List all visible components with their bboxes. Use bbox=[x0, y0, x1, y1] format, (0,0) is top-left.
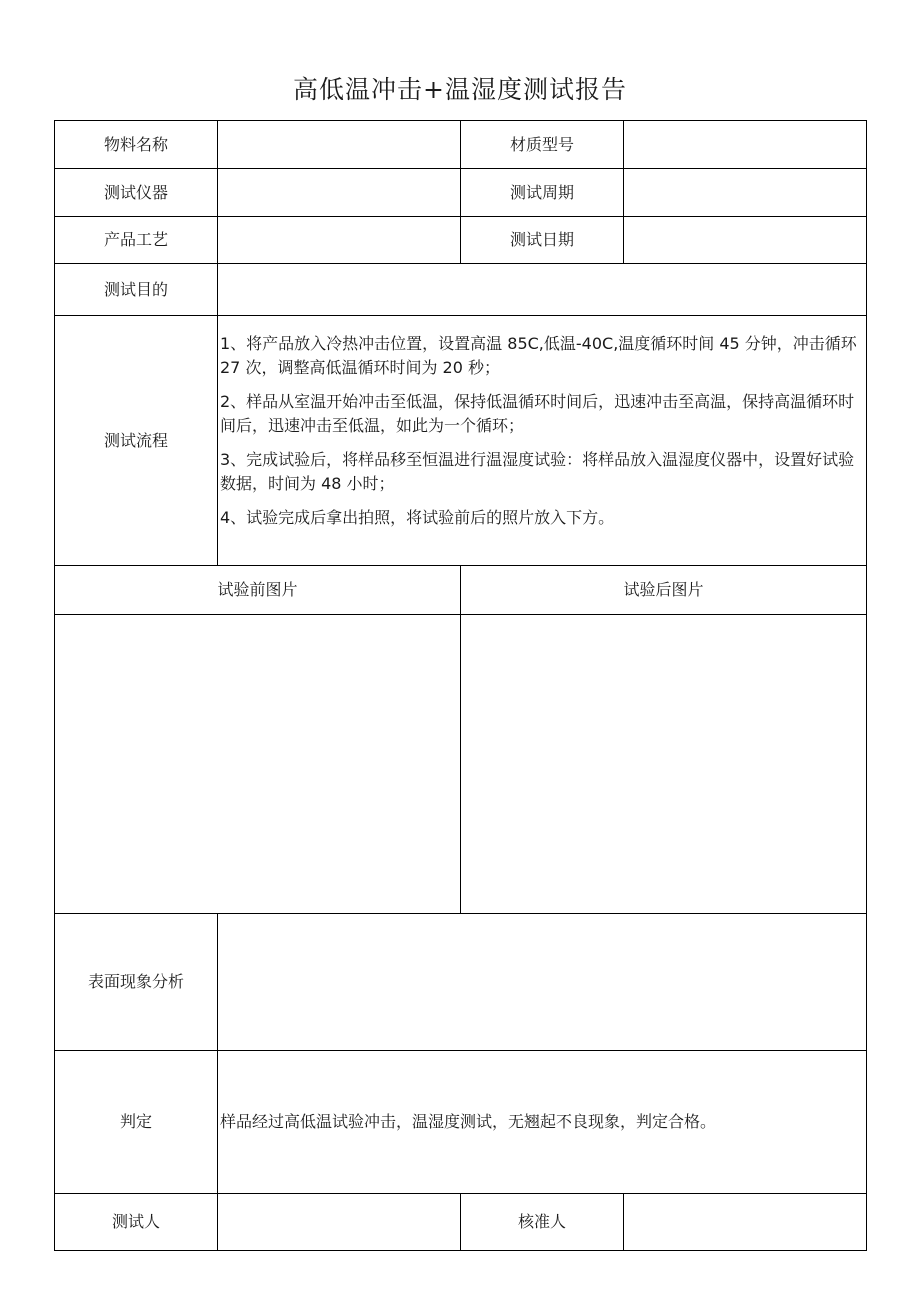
tester-value[interactable] bbox=[218, 1194, 461, 1251]
judgement-value: 样品经过高低温试验冲击，温湿度测试，无翘起不良现象，判定合格。 bbox=[218, 1051, 867, 1194]
material-name-value[interactable] bbox=[218, 121, 461, 169]
tester-label: 测试人 bbox=[55, 1194, 218, 1251]
material-model-value[interactable] bbox=[624, 121, 867, 169]
report-table bbox=[54, 120, 867, 1251]
procedure-step-3: 3、完成试验后，将样品移至恒温进行温湿度试验：将样品放入温湿度仪器中，设置好试验数据，时间为 48 小时； bbox=[220, 450, 855, 493]
surface-analysis-label: 表面现象分析 bbox=[55, 914, 218, 1051]
test-instrument-value[interactable] bbox=[218, 169, 461, 217]
row-instrument bbox=[55, 169, 867, 217]
row-craft bbox=[55, 217, 867, 264]
row-photos bbox=[55, 615, 867, 914]
test-instrument-label: 测试仪器 bbox=[55, 169, 218, 217]
before-photo-area[interactable] bbox=[55, 615, 461, 914]
test-purpose-value[interactable] bbox=[218, 264, 867, 316]
after-photo-area[interactable] bbox=[461, 615, 867, 914]
after-photo-label: 试验后图片 bbox=[461, 566, 867, 615]
test-date-value[interactable] bbox=[624, 217, 867, 264]
procedure-step-4: 4、试验完成后拿出拍照，将试验前后的照片放入下方。 bbox=[220, 508, 615, 527]
row-photo-headers bbox=[55, 566, 867, 615]
procedure-label: 测试流程 bbox=[55, 316, 218, 566]
before-photo-label: 试验前图片 bbox=[55, 566, 461, 615]
procedure-content bbox=[218, 316, 867, 566]
row-material bbox=[55, 121, 867, 169]
test-date-label: 测试日期 bbox=[461, 217, 624, 264]
row-judgement bbox=[55, 1051, 867, 1194]
material-name-label: 物料名称 bbox=[55, 121, 218, 169]
test-purpose-label: 测试目的 bbox=[55, 264, 218, 316]
test-period-label: 测试周期 bbox=[461, 169, 624, 217]
row-signatures bbox=[55, 1194, 867, 1251]
judgement-label: 判定 bbox=[55, 1051, 218, 1194]
row-procedure bbox=[55, 316, 867, 566]
row-surface-analysis bbox=[55, 914, 867, 1051]
procedure-step-2: 2、样品从室温开始冲击至低温，保持低温循环时间后，迅速冲击至高温，保持高温循环时间后，迅速冲击至低温，如此为一个循环； bbox=[220, 392, 855, 435]
approver-value[interactable] bbox=[624, 1194, 867, 1251]
surface-analysis-value[interactable] bbox=[218, 914, 867, 1051]
procedure-step-1: 1、将产品放入冷热冲击位置，设置高温 85C,低温-40C,温度循环时间 45 分钟，冲击循环 27 次，调整高低温循环时间为 20 秒； bbox=[220, 334, 857, 377]
material-model-label: 材质型号 bbox=[461, 121, 624, 169]
process-craft-value[interactable] bbox=[218, 217, 461, 264]
approver-label: 核准人 bbox=[461, 1194, 624, 1251]
test-period-value[interactable] bbox=[624, 169, 867, 217]
report-title: 高低温冲击+温湿度测试报告 bbox=[293, 75, 627, 104]
process-craft-label: 产品工艺 bbox=[55, 217, 218, 264]
row-purpose bbox=[55, 264, 867, 316]
